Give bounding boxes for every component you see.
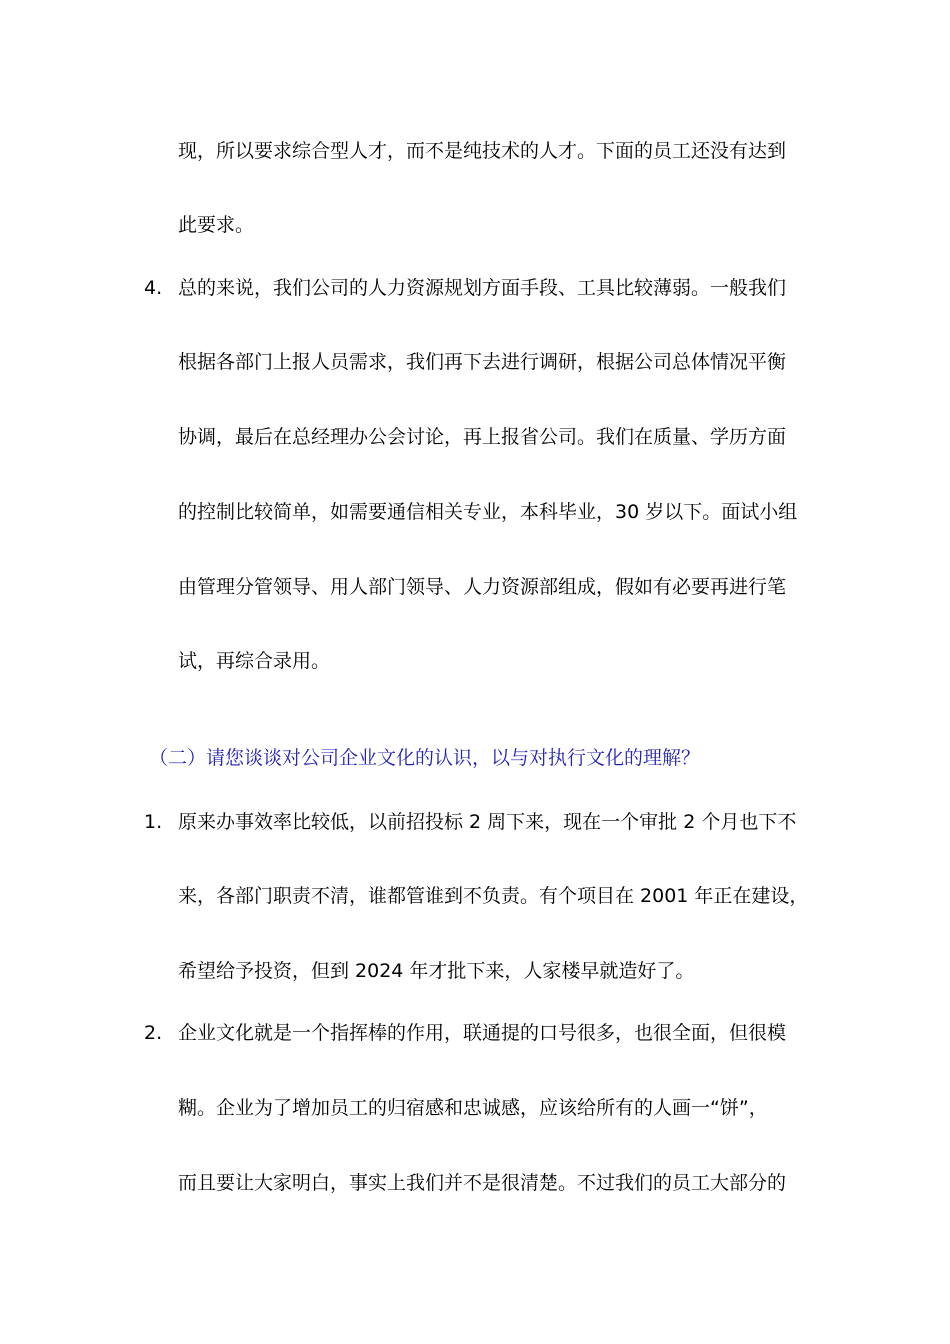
paragraph-line: 此要求。 xyxy=(178,214,255,236)
list-number: 4. xyxy=(144,277,163,299)
paragraph-line: 试，再综合录用。 xyxy=(178,650,331,672)
paragraph-line: 原来办事效率比较低，以前招投标 2 周下来，现在一个审批 2 个月也下不 xyxy=(178,811,797,833)
paragraph-line: 希望给予投资，但到 2024 年才批下来，人家楼早就造好了。 xyxy=(178,960,695,982)
paragraph-line: 现，所以要求综合型人才，而不是纯技术的人才。下面的员工还没有达到 xyxy=(178,140,787,162)
section-heading: （二）请您谈谈对公司企业文化的认识，以与对执行文化的理解？ xyxy=(149,747,701,769)
paragraph-line: 根据各部门上报人员需求，我们再下去进行调研，根据公司总体情况平衡 xyxy=(178,351,787,373)
paragraph-line: 由管理分管领导、用人部门领导、人力资源部组成，假如有必要再进行笔 xyxy=(178,576,787,598)
paragraph-line: 总的来说，我们公司的人力资源规划方面手段、工具比较薄弱。一般我们 xyxy=(178,277,787,299)
paragraph-line: 企业文化就是一个指挥棒的作用，联通提的口号很多，也很全面，但很模 xyxy=(178,1022,787,1044)
list-number: 2. xyxy=(144,1022,163,1044)
paragraph-line: 来，各部门职责不清，谁都管谁到不负责。有个项目在 2001 年正在建设， xyxy=(178,885,809,907)
paragraph-line: 而且要让大家明白，事实上我们并不是很清楚。不过我们的员工大部分的 xyxy=(178,1172,787,1194)
paragraph-line: 的控制比较简单，如需要通信相关专业，本科毕业，30 岁以下。面试小组 xyxy=(178,501,798,523)
paragraph-line: 糊。企业为了增加员工的归宿感和忠诚感，应该给所有的人画一“饼”， xyxy=(178,1097,768,1119)
paragraph-line: 协调，最后在总经理办公会讨论，再上报省公司。我们在质量、学历方面 xyxy=(178,426,787,448)
list-number: 1. xyxy=(144,811,163,833)
